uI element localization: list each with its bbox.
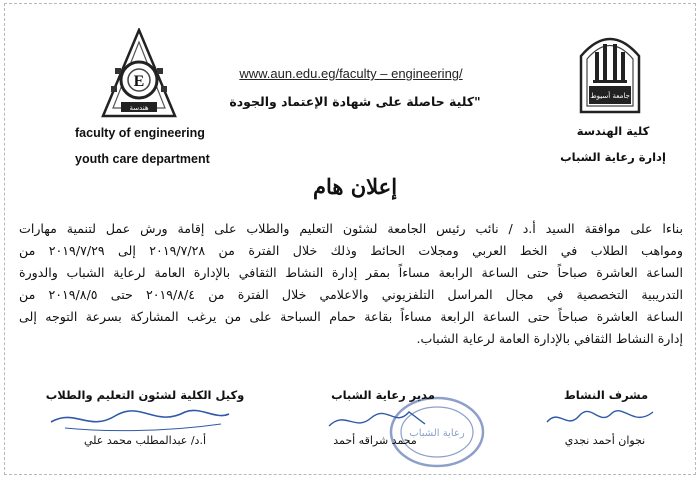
faculty-name-ar: كلية الهندسة bbox=[576, 124, 650, 138]
svg-text:E: E bbox=[133, 73, 145, 90]
director-title: مدير رعاية الشباب bbox=[331, 388, 435, 402]
svg-text:هندسة: هندسة bbox=[129, 104, 149, 112]
faculty-url[interactable]: www.aun.edu.eg/faculty – engineering/ bbox=[239, 66, 463, 81]
supervisor-name: نجوان أحمد نجدي bbox=[564, 434, 646, 447]
supervisor-title: مشرف النشاط bbox=[563, 388, 649, 402]
supervisor-signature bbox=[541, 404, 661, 434]
official-stamp bbox=[387, 392, 487, 472]
university-logo bbox=[575, 26, 645, 114]
svg-text:رعاية الشباب: رعاية الشباب bbox=[409, 428, 465, 439]
announcement-body bbox=[19, 218, 683, 350]
body-line: إدارة النشاط الثقافي بالإدارة العامة لرعاية الشباب. bbox=[416, 331, 683, 346]
director-name: محمد شراقه أحمد bbox=[333, 434, 417, 447]
accreditation-line: "كلية حاصلة على شهادة الإعتماد والجودة bbox=[229, 94, 481, 109]
body-line: الساعة العاشرة صباحاً حتى الساعة الرابعة مساءاً بمقر إدارة النشاط الثقافي بالإدارة العامة لرعاية الشباب والدورة bbox=[19, 265, 683, 280]
body-line: التدريبية التخصصية في مجال المراسل التلفزيوني والاعلامي خلال الفترة من ٢٠١٩/٨/٤ حتى ٢٠١٩/٨/٥ من bbox=[19, 287, 683, 302]
announcement-title: إعلان هام bbox=[312, 174, 398, 199]
vice-dean-name: أ.د/ عبدالمطلب محمد علي bbox=[83, 434, 207, 447]
body-line: الساعة العاشرة صباحاً حتى الساعة الرابعة مساءاً بقاعة حمام السباحة على من يرغب المشاركة بسرعة التوجه إلى bbox=[19, 309, 683, 324]
vice-dean-signature bbox=[45, 402, 235, 436]
body-line: بناءا على موافقة السيد أ.د / نائب رئيس الجامعة لشئون التعليم والطلاب على إقامة ورش عمل لتنمية مهارات bbox=[19, 221, 683, 236]
svg-text:جامعة أسيوط: جامعة أسيوط bbox=[590, 92, 630, 100]
body-line: ومواهب الطلاب في الخط العربي ومجلات الحائط وذلك خلال الفترة من ٢٠١٩/٧/٢٨ إلى ٢٠١٩/٧/٢٩ من bbox=[19, 243, 683, 258]
engineering-faculty-logo bbox=[97, 28, 181, 124]
faculty-name-en: faculty of engineering bbox=[75, 126, 205, 140]
department-name-ar: إدارة رعاية الشباب bbox=[560, 150, 666, 164]
department-name-en: youth care department bbox=[75, 152, 210, 166]
document-page bbox=[4, 3, 696, 475]
vice-dean-title: وكيل الكلية لشئون التعليم والطلاب bbox=[45, 388, 245, 402]
